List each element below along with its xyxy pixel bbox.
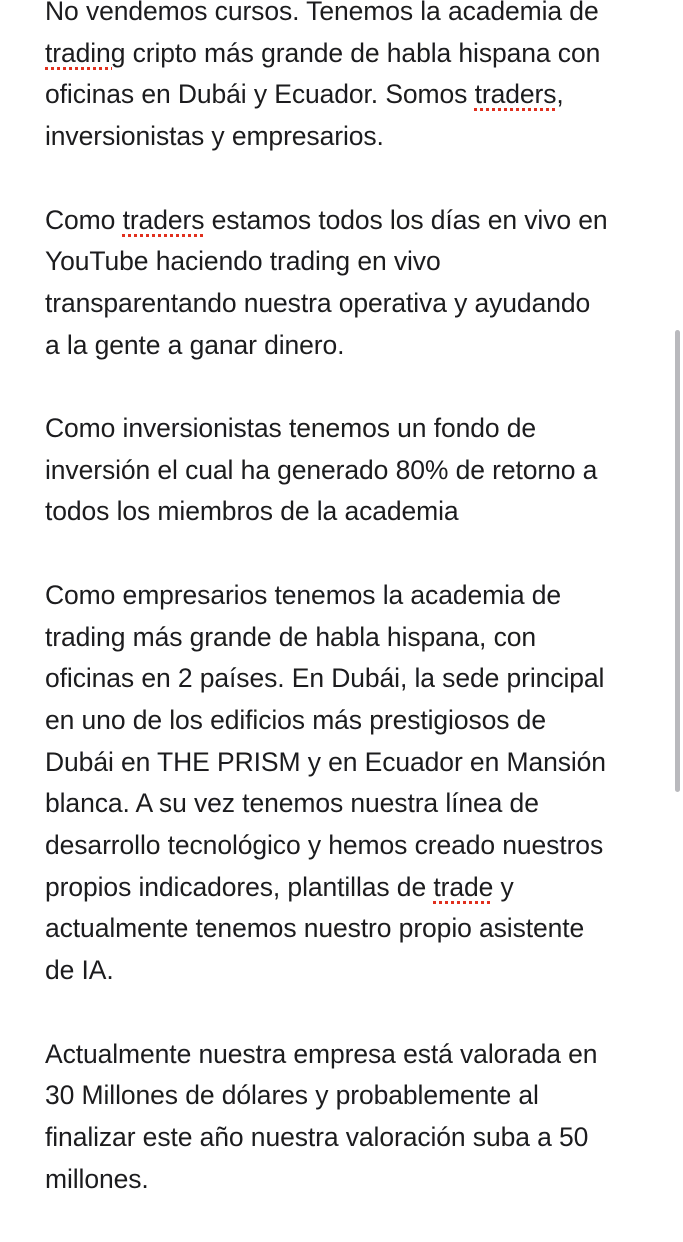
text-line [45,33,645,75]
note-paragraph [45,0,645,158]
text-line [45,825,645,867]
text-line [45,325,645,367]
misspelled-word[interactable]: trading [45,37,126,68]
text-line [45,283,645,325]
note-paragraph [45,1034,645,1201]
text-run: propios indicadores, plantillas de [45,871,434,902]
note-paragraph [45,200,645,367]
text-line [45,908,645,950]
text-run: oficinas en 2 países. En Dubái, la sede principal [45,663,605,694]
text-line [45,1159,645,1201]
text-run: desarrollo tecnológico y hemos creado nuestros [45,830,604,861]
text-run: a la gente a ganar dinero. [45,329,345,360]
text-line [45,1075,645,1117]
text-line [45,1117,645,1159]
text-line [45,450,645,492]
text-run: 30 Millones de dólares y probablemente al [45,1080,539,1111]
text-line [45,867,645,909]
text-run: finalizar este año nuestra valoración suba a 50 [45,1121,589,1152]
text-run: y [493,871,514,902]
text-run: No vendemos cursos. Tenemos la academia de [45,0,599,26]
text-line [45,617,645,659]
text-line [45,950,645,992]
text-run: cripto más grande de habla hispana con [125,37,601,68]
text-run: Como empresarios tenemos la academia de [45,579,562,610]
text-line [45,74,645,116]
misspelled-word[interactable]: traders [122,204,205,235]
text-run: blanca. A su vez tenemos nuestra línea de [45,788,539,819]
text-run: inversionistas y empresarios. [45,121,384,152]
text-line [45,408,645,450]
text-line [45,1034,645,1076]
misspelled-word[interactable]: trade [433,871,494,902]
text-run: millones. [45,1163,149,1194]
text-run: Actualmente nuestra empresa está valorada en [45,1038,598,1069]
text-run: todos los miembros de la academia [45,496,459,527]
text-run: Dubái en THE PRISM y en Ecuador en Mansión [45,746,606,777]
text-run: de IA. [45,955,114,986]
text-line [45,742,645,784]
text-line [45,116,645,158]
text-line [45,200,645,242]
text-line [45,575,645,617]
note-body[interactable] [45,0,645,1242]
text-run: YouTube haciendo trading en vivo [45,246,441,277]
text-run: Como [45,204,123,235]
text-run: oficinas en Dubái y Ecuador. Somos [45,79,475,110]
text-line [45,783,645,825]
vertical-scrollbar[interactable] [675,330,680,792]
text-run: inversión el cual ha generado 80% de retorno a [45,454,598,485]
text-line [45,700,645,742]
text-line [45,491,645,533]
text-run: trading más grande de habla hispana, con [45,621,537,652]
text-run: Como inversionistas tenemos un fondo de [45,413,537,443]
note-paragraph [45,408,645,533]
text-line [45,241,645,283]
text-run: en uno de los edificios más prestigiosos de [45,704,546,735]
text-line [45,658,645,700]
text-run: transparentando nuestra operativa y ayudando [45,287,591,318]
misspelled-word[interactable]: traders [474,79,557,110]
text-run: , [556,79,564,110]
text-run: estamos todos los días en vivo en [204,204,608,235]
text-line [45,0,645,33]
note-paragraph [45,575,645,992]
text-run: actualmente tenemos nuestro propio asistente [45,913,585,944]
